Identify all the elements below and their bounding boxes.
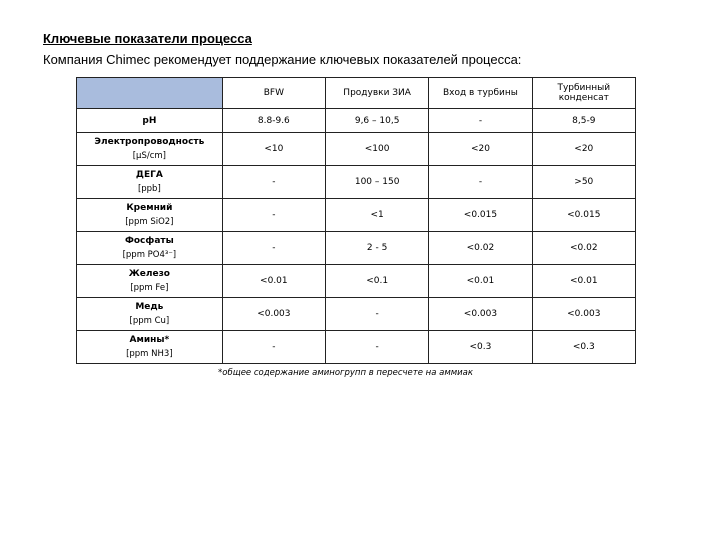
parameter-unit: [ppm Cu] bbox=[129, 316, 170, 326]
table-row bbox=[77, 133, 636, 166]
parameter-name: Электропроводность bbox=[94, 137, 205, 147]
parameter-name: Железо bbox=[128, 269, 170, 279]
parameter-unit: [ppm PO4³⁻] bbox=[122, 250, 177, 260]
table-cell: - bbox=[325, 298, 428, 331]
parameter-name: Фосфаты bbox=[124, 236, 174, 246]
column-header: BFW bbox=[222, 78, 325, 109]
table-cell: <20 bbox=[532, 133, 635, 166]
parameter-unit: [ppm SiO2] bbox=[125, 217, 174, 227]
table-header-row bbox=[77, 78, 636, 109]
table-cell: 100 – 150 bbox=[325, 166, 428, 199]
kpi-table bbox=[76, 77, 636, 364]
table-cell: >50 bbox=[532, 166, 635, 199]
table-cell: <20 bbox=[429, 133, 532, 166]
table-cell: 8.8-9.6 bbox=[222, 109, 325, 133]
table-cell: - bbox=[325, 331, 428, 364]
parameter-unit: [ppb] bbox=[137, 184, 161, 194]
table-cell: <1 bbox=[325, 199, 428, 232]
table-cell: <0.003 bbox=[532, 298, 635, 331]
table-footnote: *общее содержание аминогрупп в пересчете на аммиак bbox=[218, 368, 474, 378]
parameter-cell bbox=[77, 298, 223, 331]
page-subtitle: Компания Chimec рекомендует поддержание ключевых показателей процесса: bbox=[43, 52, 522, 67]
table-cell: - bbox=[222, 166, 325, 199]
table-cell: <0.003 bbox=[222, 298, 325, 331]
page-title: Ключевые показатели процесса bbox=[43, 31, 252, 46]
parameter-unit: [ppm Fe] bbox=[130, 283, 169, 293]
table-row bbox=[77, 331, 636, 364]
table-cell: 9,6 – 10,5 bbox=[325, 109, 428, 133]
table-cell: - bbox=[222, 232, 325, 265]
table-cell: <0.02 bbox=[532, 232, 635, 265]
table-header-corner bbox=[77, 78, 223, 109]
parameter-name: ДЕГА bbox=[135, 170, 163, 180]
table-cell: - bbox=[222, 199, 325, 232]
table-row bbox=[77, 298, 636, 331]
table-cell: <10 bbox=[222, 133, 325, 166]
parameter-name: pH bbox=[142, 115, 157, 126]
parameter-unit: [µS/cm] bbox=[132, 151, 166, 161]
parameter-cell bbox=[77, 109, 223, 133]
table-row bbox=[77, 199, 636, 232]
table-cell: <0.3 bbox=[429, 331, 532, 364]
parameter-name: Амины* bbox=[129, 335, 170, 345]
table-cell: 2 - 5 bbox=[325, 232, 428, 265]
table-row bbox=[77, 109, 636, 133]
table-cell: - bbox=[222, 331, 325, 364]
parameter-cell bbox=[77, 166, 223, 199]
table-cell: <0.01 bbox=[532, 265, 635, 298]
table-cell: <100 bbox=[325, 133, 428, 166]
table-row bbox=[77, 166, 636, 199]
table-cell: <0.015 bbox=[532, 199, 635, 232]
column-header: Вход в турбины bbox=[429, 78, 532, 109]
table-row bbox=[77, 232, 636, 265]
table-cell: <0.3 bbox=[532, 331, 635, 364]
table-cell: <0.01 bbox=[222, 265, 325, 298]
parameter-cell bbox=[77, 265, 223, 298]
table-cell: - bbox=[429, 166, 532, 199]
parameter-cell bbox=[77, 133, 223, 166]
table-cell: <0.1 bbox=[325, 265, 428, 298]
parameter-unit: [ppm NH3] bbox=[126, 349, 173, 359]
column-header: Турбинный конденсат bbox=[532, 78, 635, 109]
parameter-cell bbox=[77, 232, 223, 265]
parameter-name: Медь bbox=[135, 302, 164, 312]
parameter-cell bbox=[77, 331, 223, 364]
table-cell: <0.003 bbox=[429, 298, 532, 331]
table-row bbox=[77, 265, 636, 298]
table-cell: <0.01 bbox=[429, 265, 532, 298]
parameter-cell bbox=[77, 199, 223, 232]
table-cell: - bbox=[429, 109, 532, 133]
parameter-name: Кремний bbox=[126, 203, 173, 213]
table-cell: <0.02 bbox=[429, 232, 532, 265]
table-cell: 8,5-9 bbox=[532, 109, 635, 133]
table-cell: <0.015 bbox=[429, 199, 532, 232]
column-header: Продувки ЗИА bbox=[325, 78, 428, 109]
